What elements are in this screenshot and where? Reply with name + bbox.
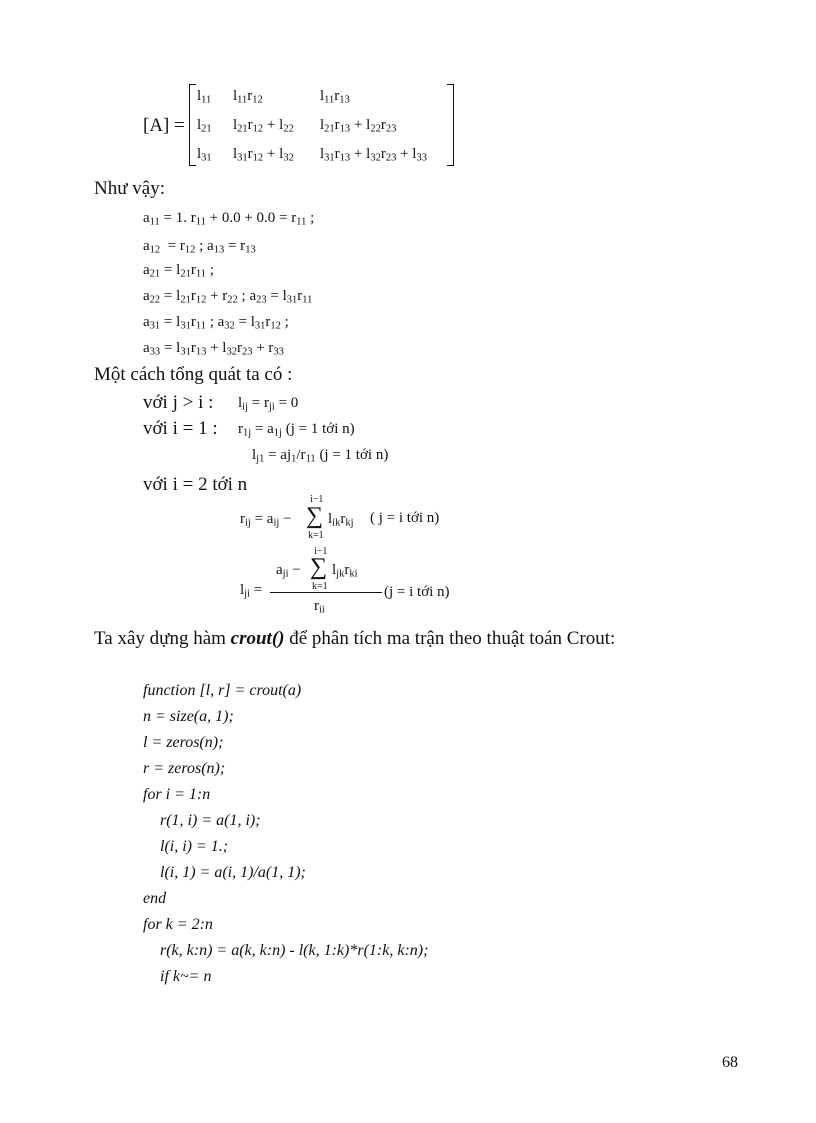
matrix-cell: $l_{11}r_{13}$ xyxy=(320,88,350,106)
code-line: n = size(a, 1); xyxy=(143,708,234,725)
formula-l-range: (j = i tới n) xyxy=(384,584,450,600)
matrix-cell: $l_{21}$ xyxy=(197,117,212,135)
case-equation: $r_{1j} = a_{1j}$ (j = 1 tới n) xyxy=(238,421,355,439)
formula-r-range: ( j = i tới n) xyxy=(370,510,440,526)
code-line: r(k, k:n) = a(k, k:n) - l(k, 1:k)*r(1:k, k:n); xyxy=(160,942,429,959)
code-line: if k~= n xyxy=(160,968,212,985)
section-heading-general: Một cách tổng quát ta có : xyxy=(94,364,293,385)
code-line: l(i, i) = 1.; xyxy=(160,838,229,855)
intro-prefix: Ta xây dựng hàm xyxy=(94,628,231,649)
code-line: l(i, 1) = a(i, 1)/a(1, 1); xyxy=(160,864,306,881)
matrix-cell: $l_{21}r_{13} + l_{22}r_{23}$ xyxy=(320,117,397,135)
code-line: for k = 2:n xyxy=(143,916,213,933)
code-line: r = zeros(n); xyxy=(143,760,226,777)
matrix-left-bracket xyxy=(189,84,196,166)
matrix-cell: $l_{21}r_{12} + l_{22}$ xyxy=(233,117,294,135)
code-line: l = zeros(n); xyxy=(143,734,224,751)
code-line: end xyxy=(143,890,167,907)
case-label: với i = 1 : xyxy=(143,418,218,439)
equation-line: $a_{22} = l_{21}r_{12} + r_{22}$ ; $a_{23} = l_{31}r_{11}$ xyxy=(143,288,313,306)
equation-line: $a_{11} = 1$. $r_{11} + 0.0 + 0.0 = r_{11}$ ; xyxy=(143,210,315,228)
intro-paragraph xyxy=(94,628,615,650)
formula-l: $l_{ji}$ = $a_{ji}$ − i−1 ∑ k=1 $l_{jk}r_{ki}$ $r_{ii}$ xyxy=(240,546,480,620)
section-heading-nhu-vay: Như vậy: xyxy=(94,178,165,199)
case-equation: $l_{j1} = aj_1/r_{11}$ (j = 1 tới n) xyxy=(252,447,389,465)
case-equation: $l_{ij} = r_{ji} = 0$ xyxy=(238,395,299,413)
equation-line: $a_{31} = l_{31}r_{11}$ ; $a_{32} = l_{31}r_{12}$ ; xyxy=(143,314,289,332)
matrix-label: [A] = xyxy=(143,115,185,136)
case-label: với j > i : xyxy=(143,392,214,413)
case-label: với i = 2 tới n xyxy=(143,474,248,495)
code-line: r(1, i) = a(1, i); xyxy=(160,812,261,829)
equation-line: $a_{12} = r_{12}$ ; $a_{13} = r_{13}$ xyxy=(143,238,256,256)
function-name: crout() xyxy=(230,628,285,649)
matrix-cell: $l_{31}r_{12} + l_{32}$ xyxy=(233,146,294,164)
matrix-cell: $l_{11}r_{12}$ xyxy=(233,88,263,106)
page-number: 68 xyxy=(722,1054,738,1071)
matrix-cell: $l_{31}r_{13} + l_{32}r_{23} + l_{33}$ xyxy=(320,146,427,164)
matrix-cell: $l_{31}$ xyxy=(197,146,212,164)
matrix-right-bracket xyxy=(447,84,454,166)
matrix-cell: $l_{11}$ xyxy=(197,88,212,106)
code-line: function [l, r] = crout(a) xyxy=(143,682,302,699)
equation-line: $a_{33} = l_{31}r_{13} + l_{32}r_{23} + r_{33}$ xyxy=(143,340,284,358)
intro-suffix: để phân tích ma trận theo thuật toán Crout: xyxy=(284,628,616,649)
formula-r: $r_{ij} = a_{ij}$ − i−1 ∑ k=1 $l_{ik}r_{kj}$ xyxy=(240,494,354,541)
equation-line: $a_{21} = l_{21}r_{11}$ ; xyxy=(143,262,214,280)
code-line: for i = 1:n xyxy=(143,786,211,803)
